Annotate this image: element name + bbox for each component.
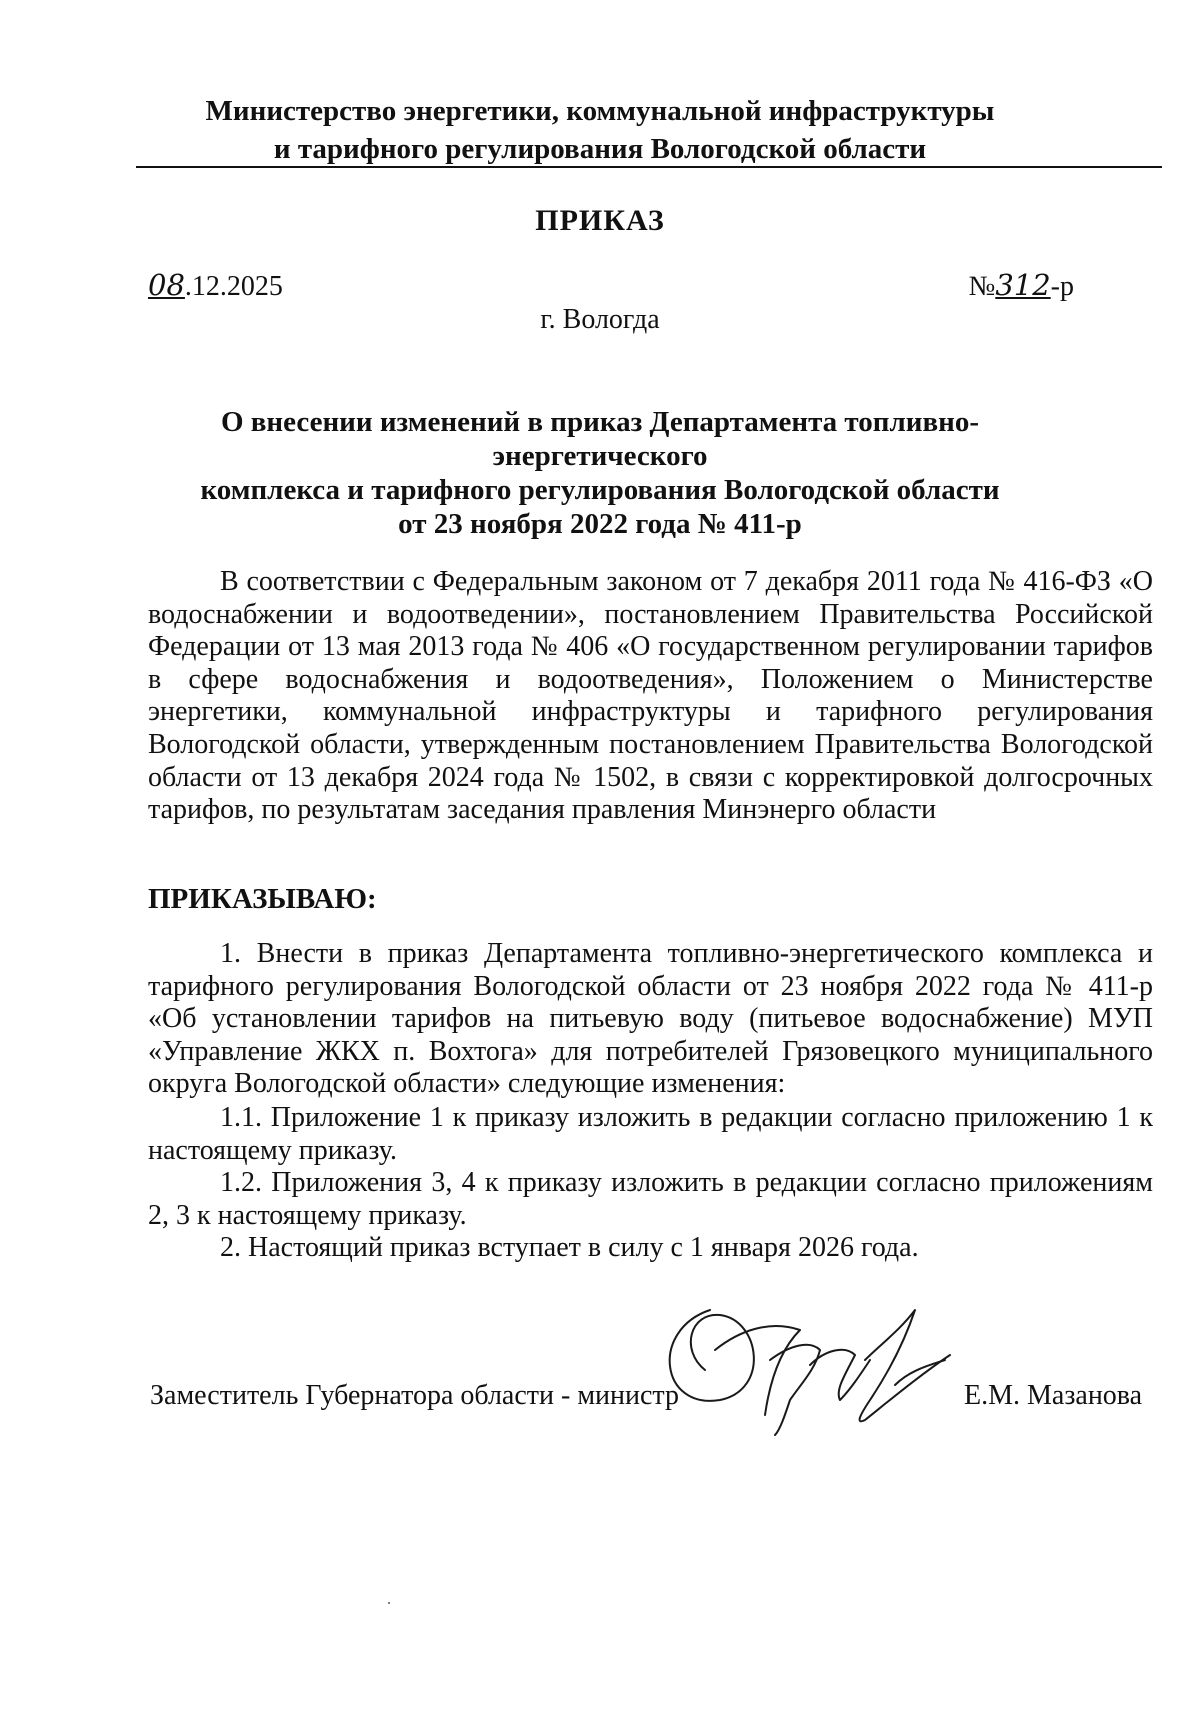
- number-handwritten: 312: [995, 268, 1051, 302]
- document-subject: [140, 405, 1060, 541]
- number-suffix: -р: [1050, 271, 1074, 302]
- order-item-2: 2. Настоящий приказ вступает в силу с 1 января 2026 года.: [220, 1232, 919, 1263]
- header-divider: [136, 166, 1162, 168]
- signatory-name: Е.М. Мазанова: [964, 1380, 1143, 1411]
- signatory-role: Заместитель Губернатора области - министр: [150, 1380, 679, 1411]
- order-word: ПРИКАЗЫВАЮ:: [148, 883, 377, 915]
- ministry-header-line1: Министерство энергетики, коммунальной инфраструктуры: [205, 95, 995, 127]
- order-item-1-2: 1.2. Приложения 3, 4 к приказу изложить в редакции согласно приложениям 2, 3 к настоящему приказу.: [148, 1167, 1153, 1231]
- document-type: ПРИКАЗ: [535, 204, 665, 237]
- handwritten-signature: [650, 1290, 970, 1440]
- date-rest: .12.2025: [184, 271, 283, 302]
- subject-line1: О внесении изменений в приказ Департамента топливно-энергетического: [220, 406, 980, 472]
- order-item-1: 1. Внести в приказ Департамента топливно-энергетического комплекса и тарифного регулирования Вологодской области от 23 ноября 2022 года № 411-р «Об установлении тарифов на питьевую воду (питьевое водоснабжение) МУП «Управление ЖКХ п. Вохтога» для потребителей Грязовецкого муниципального округа Вологодской области» следующие изменения:: [148, 938, 1153, 1100]
- document-date: [148, 268, 283, 303]
- scan-speck: [388, 1602, 390, 1604]
- ministry-header: [0, 92, 1200, 168]
- order-item-1-1: 1.1. Приложение 1 к приказу изложить в редакции согласно приложению 1 к настоящему приказу.: [148, 1102, 1153, 1166]
- subject-line2: комплекса и тарифного регулирования Вологодской области: [200, 474, 1000, 506]
- preamble-paragraph: В соответствии с Федеральным законом от 7 декабря 2011 года № 416-ФЗ «О водоснабжении и водоотведении», постановлением Правительства Российской Федерации от 13 мая 2013 года № 406 «О государственном регулировании тарифов в сфере водоснабжения и водоотведения», Положением о Министерстве энергетики, коммунальной инфраструктуры и тарифного регулирования Вологодской области, утвержденным постановлением Правительства Вологодской области от 13 декабря 2024 года № 1502, в связи с корректировкой долгосрочных тарифов, по результатам заседания правления Минэнерго области: [148, 566, 1153, 826]
- date-day-handwritten: 08: [148, 268, 185, 302]
- number-prefix: №: [968, 271, 996, 302]
- document-number: [969, 268, 1074, 303]
- document-city: г. Вологда: [540, 304, 660, 335]
- ministry-header-line2: и тарифного регулирования Вологодской области: [273, 133, 927, 165]
- subject-line3: от 23 ноября 2022 года № 411-р: [398, 508, 802, 540]
